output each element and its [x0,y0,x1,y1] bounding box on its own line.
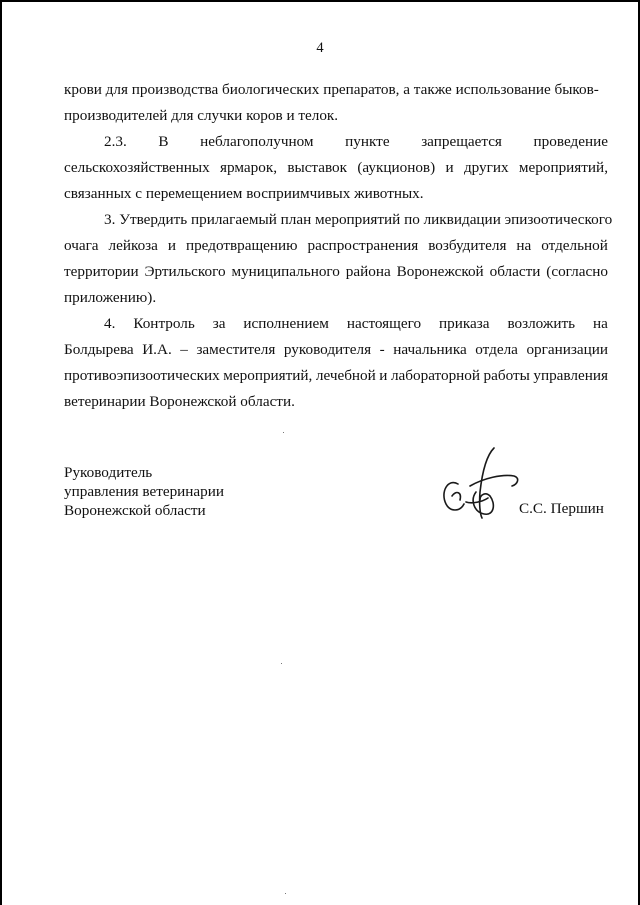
word: на [516,237,532,254]
word: – [180,341,188,358]
text-line-justified [64,311,608,337]
signatory-title-line: Руководитель [64,464,153,481]
word: возложить [507,315,576,332]
handwritten-signature [436,444,526,522]
paragraph-continuation [64,77,608,129]
text-line: крови для производства биологических препаратов, а также использование быков- [64,81,599,98]
word: ярмарок, [220,159,277,176]
text-line: 3. Утвердить прилагаемый план мероприятий по ликвидации эпизоотического [104,211,613,228]
paragraph-4 [64,311,608,415]
word: руководителя [283,341,372,358]
word: Болдырева [64,341,134,358]
word: Воронежской [396,263,484,280]
signatory-title-line: Воронежской области [64,502,206,519]
word: пункте [345,133,390,150]
word: района [345,263,391,280]
paragraph-2-3 [64,129,608,207]
word: лечебной [315,367,376,384]
text-line-justified [64,233,608,259]
word: противоэпизоотических [64,367,220,384]
word: управления [533,367,608,384]
word: Эртильского [144,263,226,280]
word: и [379,367,388,384]
word: исполнением [243,315,329,332]
word: проведение [533,133,608,150]
word: лейкоза [108,237,158,254]
word: и [167,237,176,254]
signer-name: С.С. Першин [519,500,604,517]
word: В [158,133,169,150]
word: - [379,341,385,358]
text-line-justified [64,155,608,181]
word: на [593,315,608,332]
word: распространения [307,237,419,254]
word: приказа [439,315,490,332]
page-number: 4 [316,40,324,56]
word: и [445,159,454,176]
word: неблагополучном [200,133,314,150]
scan-border-top [0,0,640,2]
word: выставок [287,159,348,176]
word: отдела [475,341,518,358]
word: муниципального [231,263,340,280]
word: области [489,263,541,280]
word: организации [526,341,608,358]
text-line: приложению). [64,289,157,306]
word: работы [483,367,530,384]
text-line: производителей для случки коров и телок. [64,107,339,124]
word: отдельной [541,237,608,254]
word: за [212,315,226,332]
text-line-justified [64,259,608,285]
word: начальника [393,341,467,358]
word: запрещается [421,133,502,150]
word: (аукционов) [357,159,436,176]
text-line: связанных с перемещением восприимчивых животных. [64,185,424,202]
word: заместителя [196,341,276,358]
word: других [463,159,509,176]
signatory-title-line: управления ветеринарии [64,483,225,500]
paragraph-3 [64,207,613,311]
word: предотвращению [185,237,298,254]
text-line-justified [64,129,608,155]
text-line-justified [64,337,608,363]
word: мероприятий, [223,367,313,384]
scan-speck [285,893,286,894]
word: территории [64,263,139,280]
word: лабораторной [390,367,481,384]
word: Контроль [133,315,195,332]
word: очага [64,237,99,254]
word: И.А. [142,341,172,358]
word: (согласно [546,263,608,280]
word: 4. [104,315,116,332]
word: 2.3. [104,133,127,150]
scan-speck [281,663,282,664]
word: возбудителя [428,237,507,254]
signatory-title [64,463,224,520]
scan-border-left [0,0,2,905]
word: мероприятий, [518,159,608,176]
word: сельскохозяйственных [64,159,210,176]
text-line: ветеринарии Воронежской области. [64,393,295,410]
word: настоящего [346,315,422,332]
scan-speck [283,432,284,433]
text-line-justified [64,363,608,389]
